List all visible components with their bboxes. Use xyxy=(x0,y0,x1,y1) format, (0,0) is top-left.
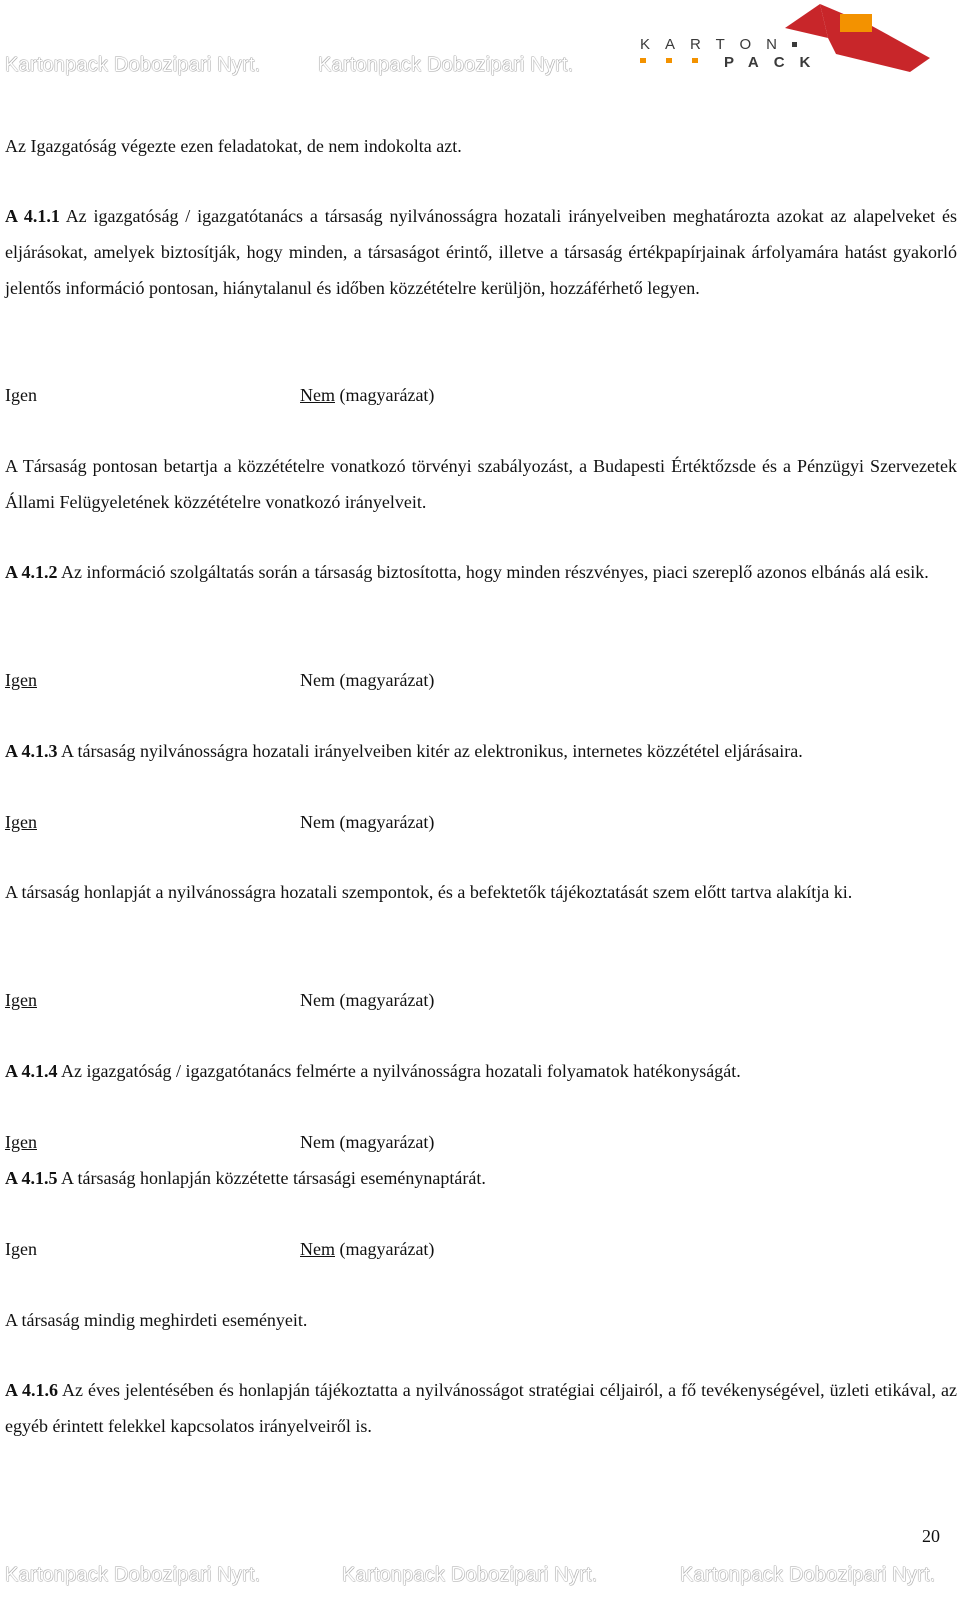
answer-no: Nem (magyarázat) xyxy=(300,1132,435,1152)
answer-yes-selected: Igen xyxy=(5,812,37,832)
question-text: A társaság honlapján közzétette társasági eseménynaptárát. xyxy=(61,1168,486,1188)
question-4-1-5 xyxy=(5,1166,486,1190)
answer-yes-selected: Igen xyxy=(5,990,37,1010)
question-code: A 4.1.3 xyxy=(5,741,58,761)
intro-text: Az Igazgatóság végezte ezen feladatokat, de nem indokolta azt. xyxy=(5,136,462,156)
question-4-1-4 xyxy=(5,1059,741,1083)
answer-no xyxy=(300,1237,434,1261)
company-logo xyxy=(640,2,960,78)
question-text: Az igazgatóság / igazgatótanács felmérte a nyilvánosságra hozatali folyamatok hatékonyságát. xyxy=(61,1061,741,1081)
explanation-4-1-5: A társaság mindig meghirdeti eseményeit. xyxy=(5,1310,308,1330)
answer-yes: Igen xyxy=(5,1239,37,1259)
question-4-1-3 xyxy=(5,739,803,763)
logo-text-line1: KARTON xyxy=(640,36,792,53)
answer-no: Nem (magyarázat) xyxy=(300,670,435,690)
answer-no: Nem (magyarázat) xyxy=(300,990,435,1010)
explanation-4-1-3: A társaság honlapját a nyilvánosságra hozatali szempontok, és a befektetők tájékoztatását szem előtt tartva alakítja ki. xyxy=(5,882,853,902)
answer-no-suffix: (magyarázat) xyxy=(335,1239,435,1259)
question-text: A társaság nyilvánosságra hozatali irányelveiben kitér az elektronikus, internetes közzététel eljárásaira. xyxy=(61,741,803,761)
answer-no-suffix: (magyarázat) xyxy=(335,385,435,405)
answer-yes-selected: Igen xyxy=(5,1132,37,1152)
header-watermark: Kartonpack Dobozipari Nyrt. xyxy=(318,54,574,76)
footer-watermark: Kartonpack Dobozipari Nyrt. xyxy=(680,1564,936,1586)
question-code: A 4.1.2 xyxy=(5,562,58,582)
question-4-1-2 xyxy=(5,554,957,590)
page-number: 20 xyxy=(922,1526,940,1546)
question-4-1-6 xyxy=(5,1372,957,1444)
question-code: A 4.1.1 xyxy=(5,206,60,226)
footer-watermark: Kartonpack Dobozipari Nyrt. xyxy=(5,1564,261,1586)
answer-no-selected: Nem xyxy=(300,1239,335,1259)
question-code: A 4.1.5 xyxy=(5,1168,58,1188)
answer-no: Nem (magyarázat) xyxy=(300,812,435,832)
answer-yes: Igen xyxy=(5,385,37,405)
question-code: A 4.1.4 xyxy=(5,1061,58,1081)
question-text: Az éves jelentésében és honlapján tájékoztatta a nyilvánosságot stratégiai céljairól, a fő tevékenységével, üzleti etikával, az egyéb érintett felekkel kapcsolatos irányelveiről is. xyxy=(5,1380,957,1436)
question-text: Az információ szolgáltatás során a társaság biztosította, hogy minden részvényes, piaci szereplő azonos elbánás alá esik. xyxy=(61,562,929,582)
logo-text-line2: PACK xyxy=(724,54,826,71)
question-4-1-1 xyxy=(5,198,957,306)
answer-yes-selected: Igen xyxy=(5,670,37,690)
explanation-4-1-1: A Társaság pontosan betartja a közzétételre vonatkozó törvényi szabályozást, a Budapesti Értéktőzsde és a Pénzügyi Szervezetek Állami Felügyeletének közzétételre vonatkozó irányelveit. xyxy=(5,456,957,512)
footer-watermark: Kartonpack Dobozipari Nyrt. xyxy=(342,1564,598,1586)
question-code: A 4.1.6 xyxy=(5,1380,58,1400)
header-watermark: Kartonpack Dobozipari Nyrt. xyxy=(5,54,261,76)
answer-no xyxy=(300,383,434,407)
question-text: Az igazgatóság / igazgatótanács a társaság nyilvánosságra hozatali irányelveiben meghatározta azokat az alapelveket és eljárásokat, amelyek biztosítják, hogy minden, a társaságot érintő, illetve a társaság értékpapírjainak árfolyamára hatást gyakorló jelentős információ pontosan, hiánytalanul és időben közzétételre kerüljön, hozzáférhető legyen. xyxy=(5,206,958,298)
answer-no-selected: Nem xyxy=(300,385,335,405)
